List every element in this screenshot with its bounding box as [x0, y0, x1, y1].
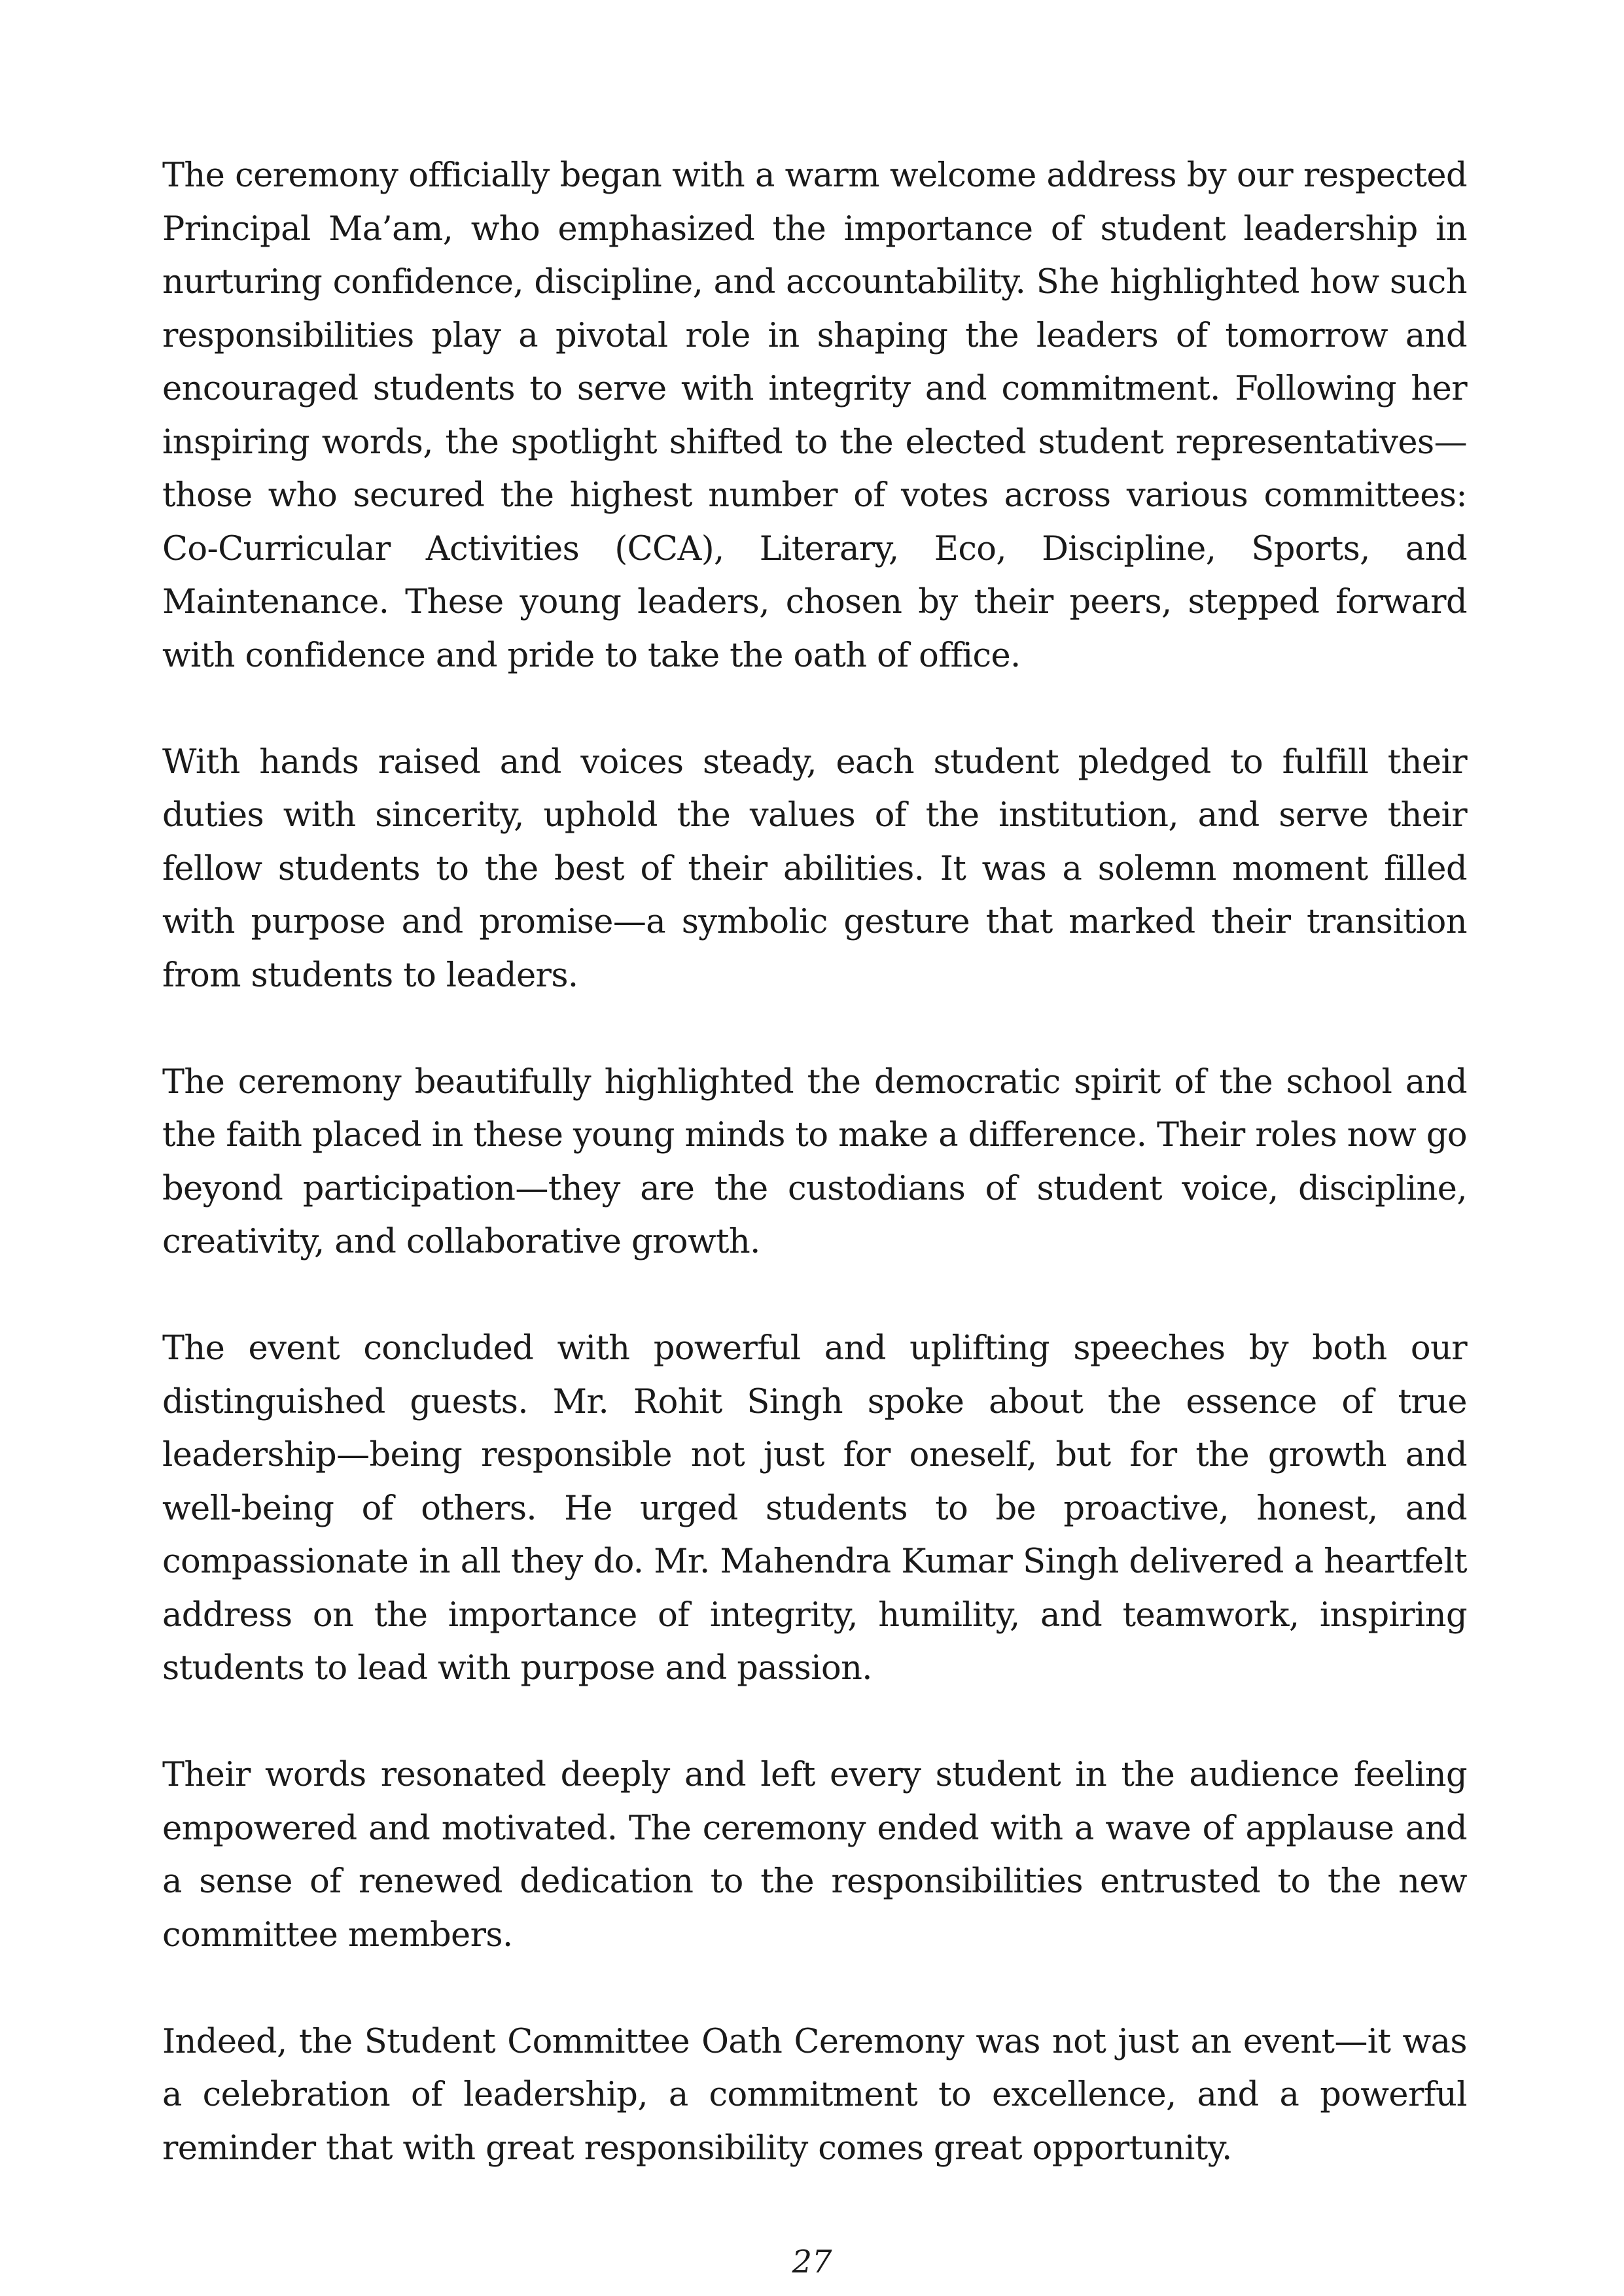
paragraph-democratic-spirit: The ceremony beautifully highlighted the democratic spirit of the school and the faith placed in these young minds to make a difference. Their roles now go beyond participation—they are the custodians of student voice, discipline, creativity, and collaborative growth.	[162, 1062, 1467, 1261]
paragraph-opening-address: The ceremony officially began with a warm welcome address by our respected Principal Ma’am, who emphasized the importance of student leadership in nurturing confidence, discipline, and accountability. She highlighted how such responsibilities play a pivotal role in shaping the leaders of tomorrow and encouraged students to serve with integrity and commitment. Following her inspiring words, the spotlight shifted to the elected student representatives—those who secured the highest number of votes across various committees: Co-Curricular Activities (CCA), Literary, Eco, Discipline, Sports, and Maintenance. These young leaders, chosen by their peers, stepped forward with confidence and pride to take the oath of office.	[162, 156, 1467, 675]
paragraph-conclusion: Indeed, the Student Committee Oath Ceremony was not just an event—it was a celebration of leadership, a commitment to excellence, and a powerful reminder that with great responsibility comes great opportunity.	[162, 2022, 1467, 2168]
page-number: 27	[792, 2244, 832, 2280]
paragraph-guest-speeches: The event concluded with powerful and uplifting speeches by both our distinguished guests. Mr. Rohit Singh spoke about the essence of true leadership—being responsible not just for oneself, but for the growth and well-being of others. He urged students to be proactive, honest, and compassionate in all they do. Mr. Mahendra Kumar Singh delivered a heartfelt address on the importance of integrity, humility, and teamwork, inspiring students to lead with purpose and passion.	[162, 1329, 1467, 1688]
paragraph-oath-pledge: With hands raised and voices steady, each student pledged to fulfill their duties with sincerity, uphold the values of the institution, and serve their fellow students to the best of their abilities. It was a solemn moment filled with purpose and promise—a symbolic gesture that marked their transition from students to leaders.	[162, 742, 1467, 995]
paragraph-audience-response: Their words resonated deeply and left every student in the audience feeling empowered and motivated. The ceremony ended with a wave of applause and a sense of renewed dedication to the responsibilities entrusted to the new committee members.	[162, 1756, 1467, 1955]
body-text	[162, 149, 1467, 2229]
